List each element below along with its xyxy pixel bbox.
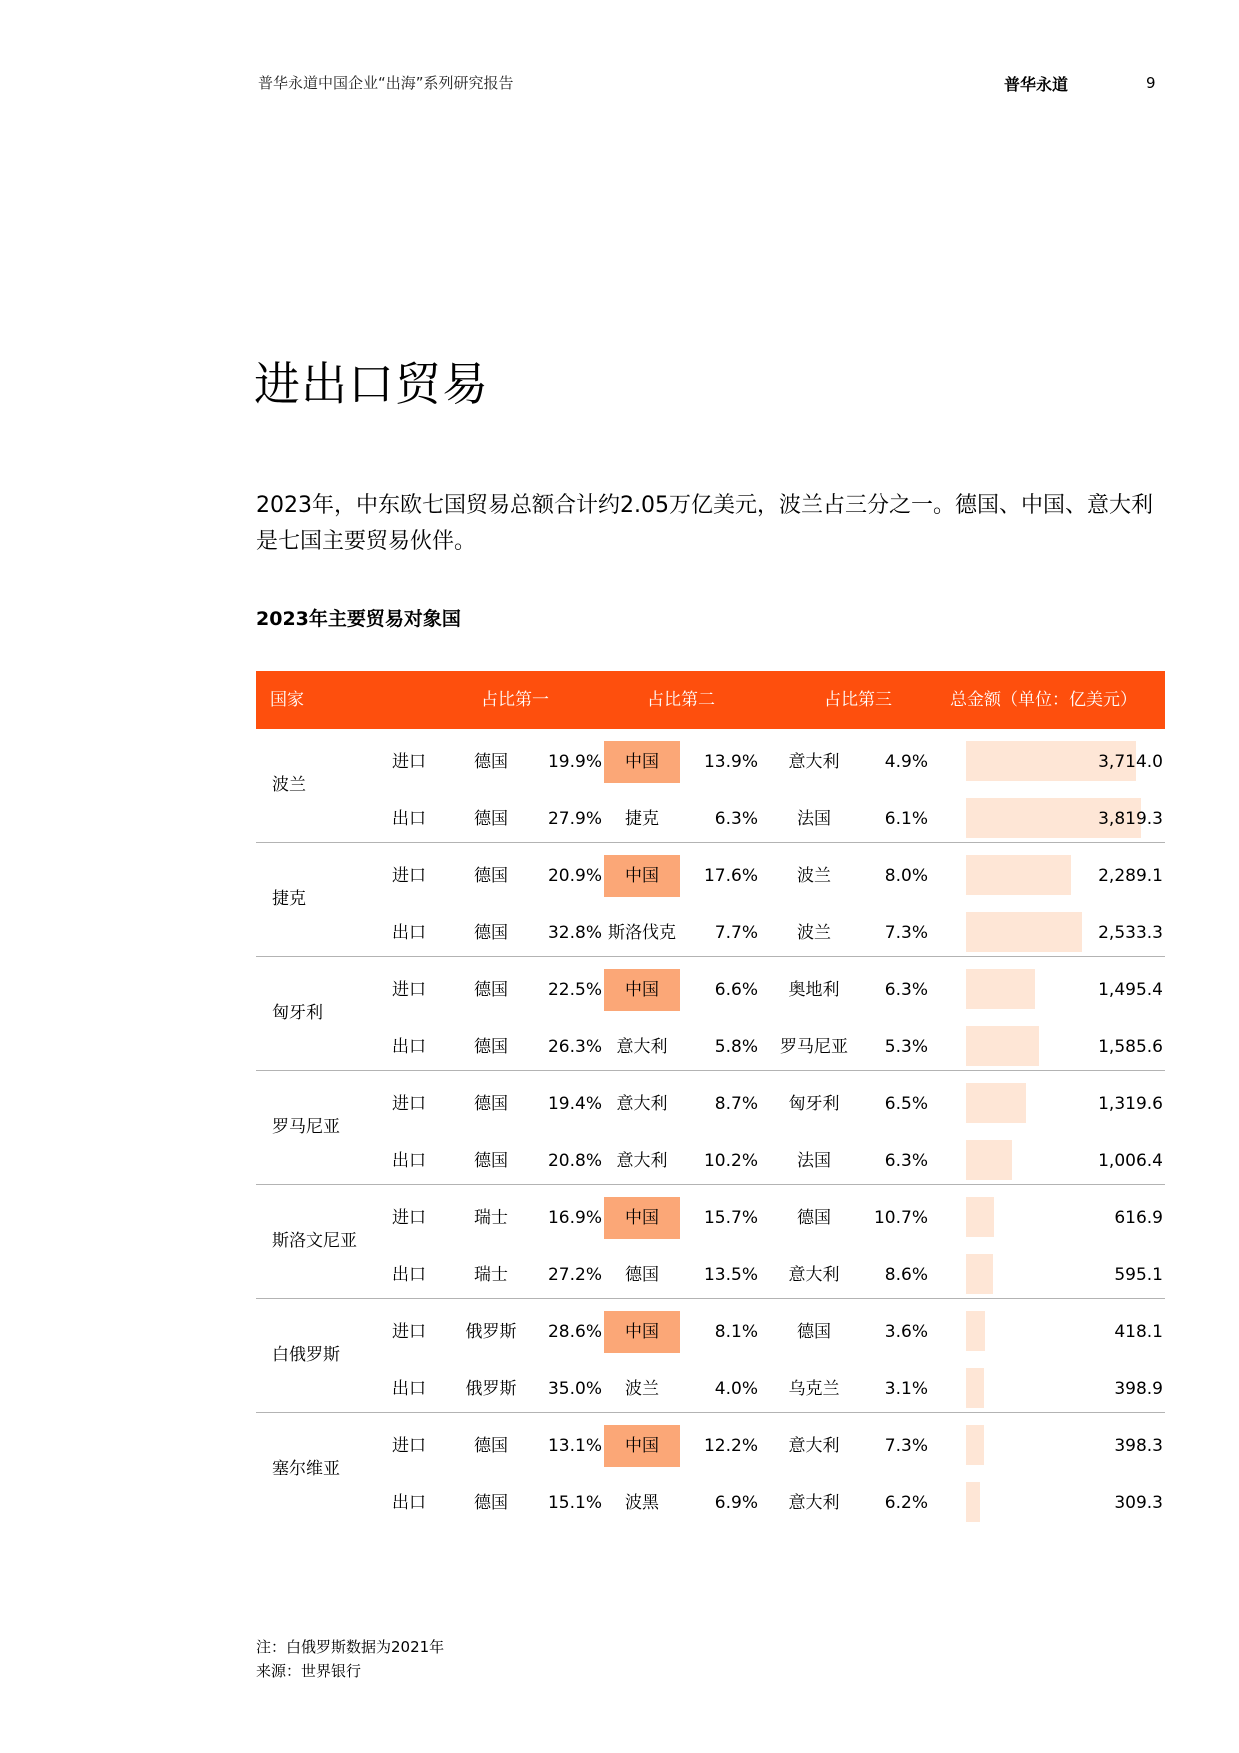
trade-table <box>256 671 1165 1526</box>
second-share-cell: 6.3% <box>714 809 758 829</box>
first-share-cell: 27.2% <box>547 1265 602 1285</box>
table-row <box>256 741 1165 783</box>
first-partner-cell: 瑞士 <box>474 1265 508 1285</box>
direction-cell: 进口 <box>392 980 426 1000</box>
third-share-cell: 10.7% <box>873 1208 928 1228</box>
country-group <box>256 1185 1165 1299</box>
brand-logo-text: 普华永道 <box>1004 75 1069 94</box>
total-amount-cell: 3,714.0 <box>1098 752 1163 772</box>
third-share-cell: 6.3% <box>884 1151 928 1171</box>
total-amount-cell: 2,289.1 <box>1098 866 1163 886</box>
total-amount-cell: 418.1 <box>1114 1322 1163 1342</box>
third-partner-cell: 法国 <box>797 809 831 829</box>
second-share-cell: 7.7% <box>714 923 758 943</box>
first-partner-cell: 德国 <box>474 1151 508 1171</box>
third-partner-cell: 法国 <box>797 1151 831 1171</box>
first-partner-cell: 俄罗斯 <box>465 1379 517 1399</box>
country-group <box>256 729 1165 843</box>
first-share-cell: 13.1% <box>547 1436 602 1456</box>
first-partner-cell: 德国 <box>474 1436 508 1456</box>
table-row <box>256 1482 1165 1524</box>
total-amount-cell: 3,819.3 <box>1098 809 1163 829</box>
third-share-cell: 5.3% <box>884 1037 928 1057</box>
table-row <box>256 855 1165 897</box>
first-share-cell: 20.8% <box>547 1151 602 1171</box>
third-share-cell: 3.1% <box>884 1379 928 1399</box>
direction-cell: 出口 <box>392 1151 426 1171</box>
header-second: 占比第二 <box>647 690 715 710</box>
page-number: 9 <box>1146 74 1156 92</box>
table-row <box>256 912 1165 954</box>
table-row <box>256 1026 1165 1068</box>
total-amount-cell: 309.3 <box>1114 1493 1163 1513</box>
first-partner-cell: 德国 <box>474 809 508 829</box>
footnotes <box>256 1635 444 1683</box>
third-share-cell: 6.5% <box>884 1094 928 1114</box>
first-partner-cell: 德国 <box>474 866 508 886</box>
third-partner-cell: 罗马尼亚 <box>780 1037 848 1057</box>
first-partner-cell: 瑞士 <box>474 1208 508 1228</box>
first-partner-cell: 德国 <box>474 752 508 772</box>
country-name: 捷克 <box>272 889 306 909</box>
total-amount-cell: 2,533.3 <box>1098 923 1163 943</box>
direction-cell: 进口 <box>392 866 426 886</box>
total-amount-cell: 1,585.6 <box>1098 1037 1163 1057</box>
first-share-cell: 22.5% <box>547 980 602 1000</box>
third-partner-cell: 波兰 <box>797 866 831 886</box>
third-partner-cell: 意大利 <box>788 752 840 772</box>
third-share-cell: 8.6% <box>884 1265 928 1285</box>
first-share-cell: 16.9% <box>547 1208 602 1228</box>
table-row <box>256 1197 1165 1239</box>
table-row <box>256 1140 1165 1182</box>
direction-cell: 出口 <box>392 1265 426 1285</box>
country-name: 塞尔维亚 <box>272 1459 340 1479</box>
third-share-cell: 7.3% <box>884 1436 928 1456</box>
first-share-cell: 19.4% <box>547 1094 602 1114</box>
table-body <box>256 729 1165 1526</box>
third-share-cell: 6.1% <box>884 809 928 829</box>
total-amount-cell: 616.9 <box>1114 1208 1163 1228</box>
first-partner-cell: 德国 <box>474 1037 508 1057</box>
country-name: 白俄罗斯 <box>272 1345 340 1365</box>
third-partner-cell: 奥地利 <box>788 980 840 1000</box>
third-share-cell: 3.6% <box>884 1322 928 1342</box>
header-first: 占比第一 <box>481 690 549 710</box>
second-partner-cell: 波黑 <box>625 1493 659 1513</box>
second-partner-cell: 中国 <box>604 1425 680 1467</box>
first-partner-cell: 俄罗斯 <box>465 1322 517 1342</box>
second-partner-cell: 中国 <box>604 1197 680 1239</box>
section-title: 进出口贸易 <box>254 357 489 411</box>
header-third: 占比第三 <box>824 690 892 710</box>
third-share-cell: 4.9% <box>884 752 928 772</box>
table-row <box>256 1254 1165 1296</box>
second-share-cell: 8.1% <box>714 1322 758 1342</box>
table-row <box>256 1083 1165 1125</box>
first-share-cell: 35.0% <box>547 1379 602 1399</box>
country-group <box>256 1071 1165 1185</box>
header-total: 总金额（单位：亿美元） <box>950 690 1137 710</box>
first-share-cell: 26.3% <box>547 1037 602 1057</box>
direction-cell: 进口 <box>392 752 426 772</box>
first-partner-cell: 德国 <box>474 1094 508 1114</box>
second-share-cell: 12.2% <box>703 1436 758 1456</box>
second-share-cell: 5.8% <box>714 1037 758 1057</box>
first-share-cell: 20.9% <box>547 866 602 886</box>
total-amount-cell: 398.3 <box>1114 1436 1163 1456</box>
second-share-cell: 17.6% <box>703 866 758 886</box>
total-amount-cell: 595.1 <box>1114 1265 1163 1285</box>
second-partner-cell: 德国 <box>625 1265 659 1285</box>
third-partner-cell: 意大利 <box>788 1265 840 1285</box>
third-partner-cell: 德国 <box>797 1208 831 1228</box>
total-amount-cell: 398.9 <box>1114 1379 1163 1399</box>
second-share-cell: 13.5% <box>703 1265 758 1285</box>
third-partner-cell: 意大利 <box>788 1493 840 1513</box>
first-partner-cell: 德国 <box>474 1493 508 1513</box>
report-title: 普华永道中国企业“出海”系列研究报告 <box>258 74 514 92</box>
second-partner-cell: 意大利 <box>616 1094 668 1114</box>
first-share-cell: 32.8% <box>547 923 602 943</box>
country-name: 斯洛文尼亚 <box>272 1231 357 1251</box>
second-partner-cell: 捷克 <box>625 809 659 829</box>
second-share-cell: 15.7% <box>703 1208 758 1228</box>
third-partner-cell: 德国 <box>797 1322 831 1342</box>
third-partner-cell: 匈牙利 <box>788 1094 840 1114</box>
second-partner-cell: 斯洛伐克 <box>608 923 676 943</box>
first-partner-cell: 德国 <box>474 923 508 943</box>
table-row <box>256 798 1165 840</box>
direction-cell: 出口 <box>392 923 426 943</box>
header-country: 国家 <box>270 690 304 710</box>
third-partner-cell: 乌克兰 <box>788 1379 840 1399</box>
direction-cell: 进口 <box>392 1322 426 1342</box>
first-share-cell: 15.1% <box>547 1493 602 1513</box>
second-partner-cell: 意大利 <box>616 1037 668 1057</box>
third-share-cell: 6.2% <box>884 1493 928 1513</box>
total-amount-cell: 1,319.6 <box>1098 1094 1163 1114</box>
second-share-cell: 10.2% <box>703 1151 758 1171</box>
direction-cell: 出口 <box>392 1379 426 1399</box>
country-group <box>256 843 1165 957</box>
second-partner-cell: 中国 <box>604 855 680 897</box>
third-share-cell: 8.0% <box>884 866 928 886</box>
table-row <box>256 1311 1165 1353</box>
third-partner-cell: 波兰 <box>797 923 831 943</box>
direction-cell: 进口 <box>392 1094 426 1114</box>
source-text: 来源：世界银行 <box>256 1662 362 1680</box>
second-partner-cell: 中国 <box>604 1311 680 1353</box>
direction-cell: 进口 <box>392 1208 426 1228</box>
intro-paragraph: 2023年，中东欧七国贸易总额合计约2.05万亿美元，波兰占三分之一。德国、中国、意大利是七国主要贸易伙伴。 <box>256 493 1153 554</box>
country-name: 波兰 <box>272 775 306 795</box>
second-partner-cell: 意大利 <box>616 1151 668 1171</box>
country-group <box>256 957 1165 1071</box>
third-partner-cell: 意大利 <box>788 1436 840 1456</box>
second-partner-cell: 中国 <box>604 969 680 1011</box>
first-share-cell: 27.9% <box>547 809 602 829</box>
country-name: 匈牙利 <box>272 1003 323 1023</box>
second-share-cell: 4.0% <box>714 1379 758 1399</box>
country-group <box>256 1413 1165 1526</box>
table-row <box>256 969 1165 1011</box>
second-share-cell: 13.9% <box>703 752 758 772</box>
table-header <box>256 671 1165 729</box>
country-group <box>256 1299 1165 1413</box>
table-row <box>256 1368 1165 1410</box>
first-partner-cell: 德国 <box>474 980 508 1000</box>
third-share-cell: 6.3% <box>884 980 928 1000</box>
total-amount-cell: 1,495.4 <box>1098 980 1163 1000</box>
second-partner-cell: 波兰 <box>625 1379 659 1399</box>
direction-cell: 出口 <box>392 1493 426 1513</box>
direction-cell: 出口 <box>392 809 426 829</box>
direction-cell: 进口 <box>392 1436 426 1456</box>
total-amount-cell: 1,006.4 <box>1098 1151 1163 1171</box>
note-text: 注：白俄罗斯数据为2021年 <box>256 1638 445 1656</box>
second-partner-cell: 中国 <box>604 741 680 783</box>
first-share-cell: 28.6% <box>547 1322 602 1342</box>
third-share-cell: 7.3% <box>884 923 928 943</box>
direction-cell: 出口 <box>392 1037 426 1057</box>
second-share-cell: 8.7% <box>714 1094 758 1114</box>
country-name: 罗马尼亚 <box>272 1117 340 1137</box>
second-share-cell: 6.9% <box>714 1493 758 1513</box>
second-share-cell: 6.6% <box>714 980 758 1000</box>
table-title: 2023年主要贸易对象国 <box>256 608 461 630</box>
first-share-cell: 19.9% <box>547 752 602 772</box>
table-row <box>256 1425 1165 1467</box>
